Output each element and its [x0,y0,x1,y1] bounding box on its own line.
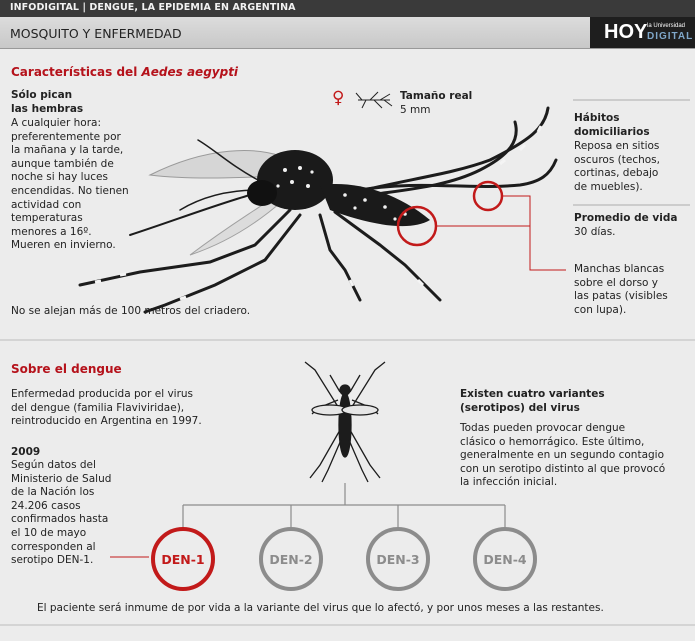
year-heading: 2009 [11,446,41,458]
tamano-label: Tamaño real [400,90,473,102]
female-symbol-icon: ♀ [332,88,345,108]
serotype-den3[interactable]: DEN-3 [366,527,430,591]
logo-digital-text: DIGITAL [647,31,694,42]
hembras-heading: Sólo pican las hembras [11,89,84,115]
serotype-den1[interactable]: DEN-1 [151,527,215,591]
tamano-value: 5 mm [400,104,431,116]
habitos-text: Reposa en sitios oscuros (techos, cortinas, debajo de muebles). [574,140,660,193]
mosquito-diagram-icon [305,362,385,482]
serotype-den2[interactable]: DEN-2 [259,527,323,591]
breadcrumb: INFODIGITAL | DENGUE, LA EPIDEMIA EN ARGENTINA [10,2,296,13]
page-title: MOSQUITO Y ENFERMEDAD [10,26,182,41]
variantes-text: Todas pueden provocar dengue clásico o hemorrágico. Este último, generalmente en un segundo contagio con un serotipo distinto al que provocó la infección inicial. [460,422,666,489]
variantes-heading: Existen cuatro variantes (serotipos) del virus [460,388,605,414]
logo-tagline: la Universidad [647,23,686,29]
habitos-heading: Hábitos domiciliarios [574,112,650,138]
serotype-den4[interactable]: DEN-4 [473,527,537,591]
promedio-heading: Promedio de vida [574,212,678,224]
footer-note: El paciente será inmume de por vida a la variante del virus que lo afectó, y por unos meses a las restantes. [37,602,604,614]
year-text: Según datos del Ministerio de Salud de la Nación los 24.206 casos confirmados hasta el 10 de mayo corresponden al serotipo DEN-1. [11,459,112,567]
dengue-intro: Enfermedad producida por el virus del dengue (familia Flaviviridae), reintroducido en Argentina en 1997. [11,388,202,428]
logo-hoy-text: HOY [604,21,648,43]
dengue-title: Sobre el dengue [11,362,122,376]
caracteristicas-title: Características del Aedes aegypti [11,65,239,79]
distancia-text: No se alejan más de 100 metros del criadero. [11,305,251,317]
hembras-text: A cualquier hora: preferentemente por la mañana y la tarde, aunque también de noche si hay luces encendidas. No tienen actividad con temperaturas menores a 16º. Mueren en invierno. [11,117,129,252]
manchas-text: Manchas blancas sobre el dorso y las patas (visibles con lupa). [574,263,668,316]
promedio-value: 30 días. [574,226,616,238]
